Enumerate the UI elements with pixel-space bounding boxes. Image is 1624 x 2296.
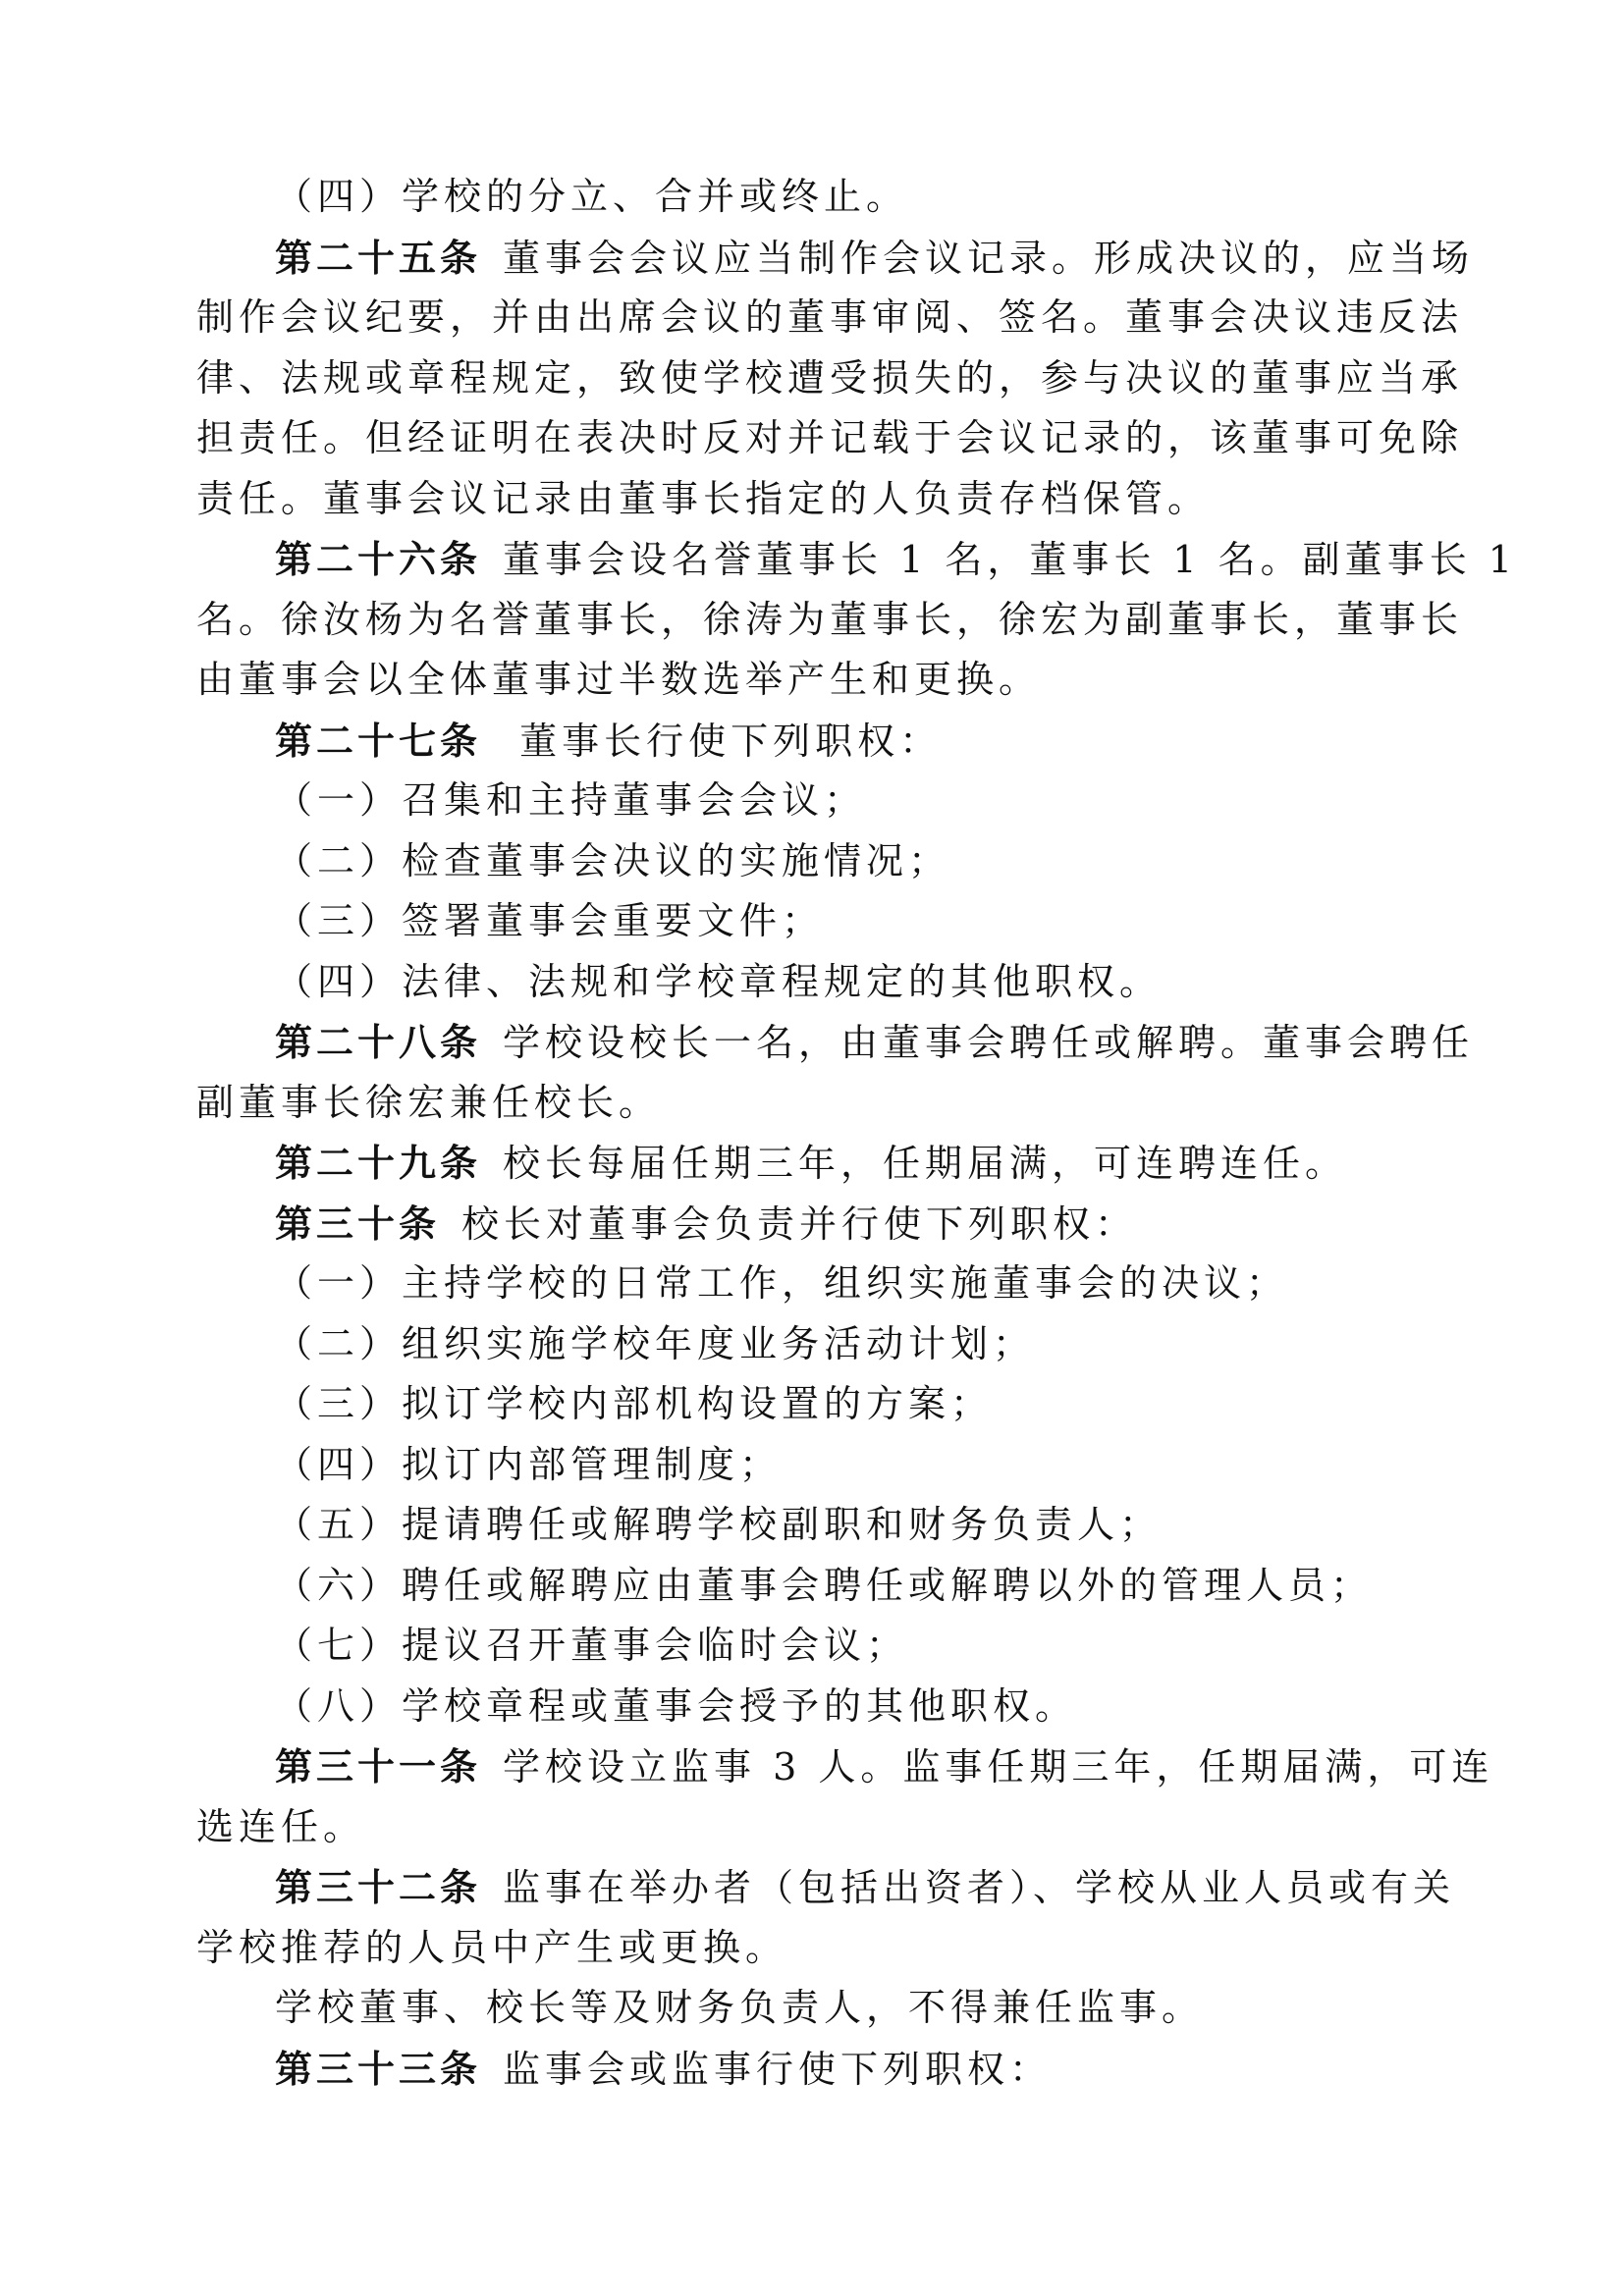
- text-line: [196, 1556, 1434, 1617]
- text-line: [196, 952, 1434, 1013]
- line-text: （四）学校的分立、合并或终止。: [275, 175, 909, 218]
- article-line: [196, 1194, 1434, 1255]
- text-line: [196, 590, 1464, 651]
- text-line: [196, 1254, 1434, 1314]
- line-text: 学校推荐的人员中产生或更换。: [196, 1925, 788, 1969]
- text-line: [196, 1797, 1434, 1858]
- line-text: 制作会议纪要，并由出席会议的董事审阅、签名。董事会决议违反法: [196, 295, 1464, 339]
- article-heading: 第二十九条: [275, 1141, 482, 1185]
- text-line: [196, 1374, 1434, 1435]
- text-line: [196, 831, 1434, 892]
- line-text: 选连任。: [196, 1804, 366, 1848]
- article-heading: 第二十八条: [275, 1020, 482, 1064]
- line-text: （一）召集和主持董事会会议；: [275, 778, 867, 822]
- text-line: [196, 1314, 1434, 1375]
- line-text: 监事会或监事行使下列职权：: [503, 2047, 1053, 2091]
- line-text: 由董事会以全体董事过半数选举产生和更换。: [196, 658, 1042, 701]
- text-line: [196, 771, 1434, 831]
- article-line: [196, 1857, 1456, 1918]
- text-line: [196, 288, 1464, 348]
- text-line: [196, 1616, 1434, 1677]
- article-heading: 第二十七条: [275, 718, 482, 763]
- article-line: [196, 1133, 1434, 1194]
- line-text: （四）法律、法规和学校章程规定的其他职权。: [275, 959, 1163, 1003]
- line-text: 校长每届任期三年，任期届满，可连聘连任。: [503, 1142, 1348, 1185]
- text-line: [196, 1435, 1434, 1496]
- line-text: （五）提请聘任或解聘学校副职和财务负责人；: [275, 1503, 1163, 1546]
- article-line: [196, 228, 1475, 289]
- text-line: [196, 650, 1434, 711]
- line-text: 学校董事、校长等及财务负责人，不得兼任监事。: [275, 1986, 1205, 2029]
- text-line: [196, 469, 1434, 530]
- line-text: （二）检查董事会决议的实施情况；: [275, 838, 951, 882]
- line-text: 学校设校长一名，由董事会聘任或解聘。董事会聘任: [503, 1021, 1475, 1064]
- text-line: [196, 891, 1434, 952]
- line-text: 学校设立监事 3 人。监事任期三年，任期届满，可连: [503, 1745, 1494, 1789]
- line-text: （八）学校章程或董事会授予的其他职权。: [275, 1683, 1078, 1728]
- text-line: [196, 1978, 1434, 2039]
- article-line: [196, 1736, 1494, 1797]
- article-heading: 第三十条: [275, 1201, 441, 1246]
- text-line: [196, 408, 1464, 469]
- article-line: [196, 2039, 1434, 2100]
- text-line: [196, 1495, 1434, 1556]
- line-text: （二）组织实施学校年度业务活动计划；: [275, 1321, 1036, 1365]
- line-text: 副董事长徐宏兼任校长。: [196, 1080, 662, 1124]
- line-text: 董事会设名誉董事长 1 名，董事长 1 名。副董事长 1: [503, 538, 1517, 581]
- line-text: 担责任。但经证明在表决时反对并记载于会议记录的，该董事可免除: [196, 416, 1464, 459]
- line-text: （三）拟订学校内部机构设置的方案；: [275, 1382, 994, 1425]
- text-line: [196, 1073, 1434, 1134]
- line-text: 董事会会议应当制作会议记录。形成决议的，应当场: [503, 236, 1475, 280]
- article-line: [196, 529, 1517, 590]
- text-line: [196, 1677, 1434, 1737]
- line-text: 责任。董事会议记录由董事长指定的人负责存档保管。: [196, 476, 1211, 520]
- article-heading: 第二十五条: [275, 235, 482, 280]
- article-line: [196, 1012, 1475, 1073]
- line-text: 董事长行使下列职权：: [503, 719, 943, 763]
- text-line: [196, 348, 1464, 409]
- line-text: 名。徐汝杨为名誉董事长，徐涛为董事长，徐宏为副董事长，董事长: [196, 597, 1464, 641]
- line-text: （三）签署董事会重要文件；: [275, 899, 825, 942]
- article-heading: 第三十二条: [275, 1865, 482, 1909]
- line-text: （一）主持学校的日常工作，组织实施董事会的决议；: [275, 1261, 1289, 1305]
- text-line: [196, 167, 1434, 228]
- line-text: 监事在举办者（包括出资者）、学校从业人员或有关: [503, 1866, 1456, 1909]
- line-text: （四）拟订内部管理制度；: [275, 1442, 783, 1486]
- line-text: 校长对董事会负责并行使下列职权：: [461, 1201, 1138, 1246]
- article-line: [196, 711, 1434, 772]
- line-text: （六）聘任或解聘应由董事会聘任或解聘以外的管理人员；: [275, 1563, 1374, 1607]
- article-heading: 第三十三条: [275, 2046, 482, 2091]
- line-text: （七）提议召开董事会临时会议；: [275, 1624, 909, 1667]
- article-heading: 第二十六条: [275, 537, 482, 581]
- article-heading: 第三十一条: [275, 1744, 482, 1789]
- document-page: [196, 167, 1517, 2099]
- text-line: [196, 1918, 1434, 1979]
- line-text: 律、法规或章程规定，致使学校遭受损失的，参与决议的董事应当承: [196, 355, 1464, 400]
